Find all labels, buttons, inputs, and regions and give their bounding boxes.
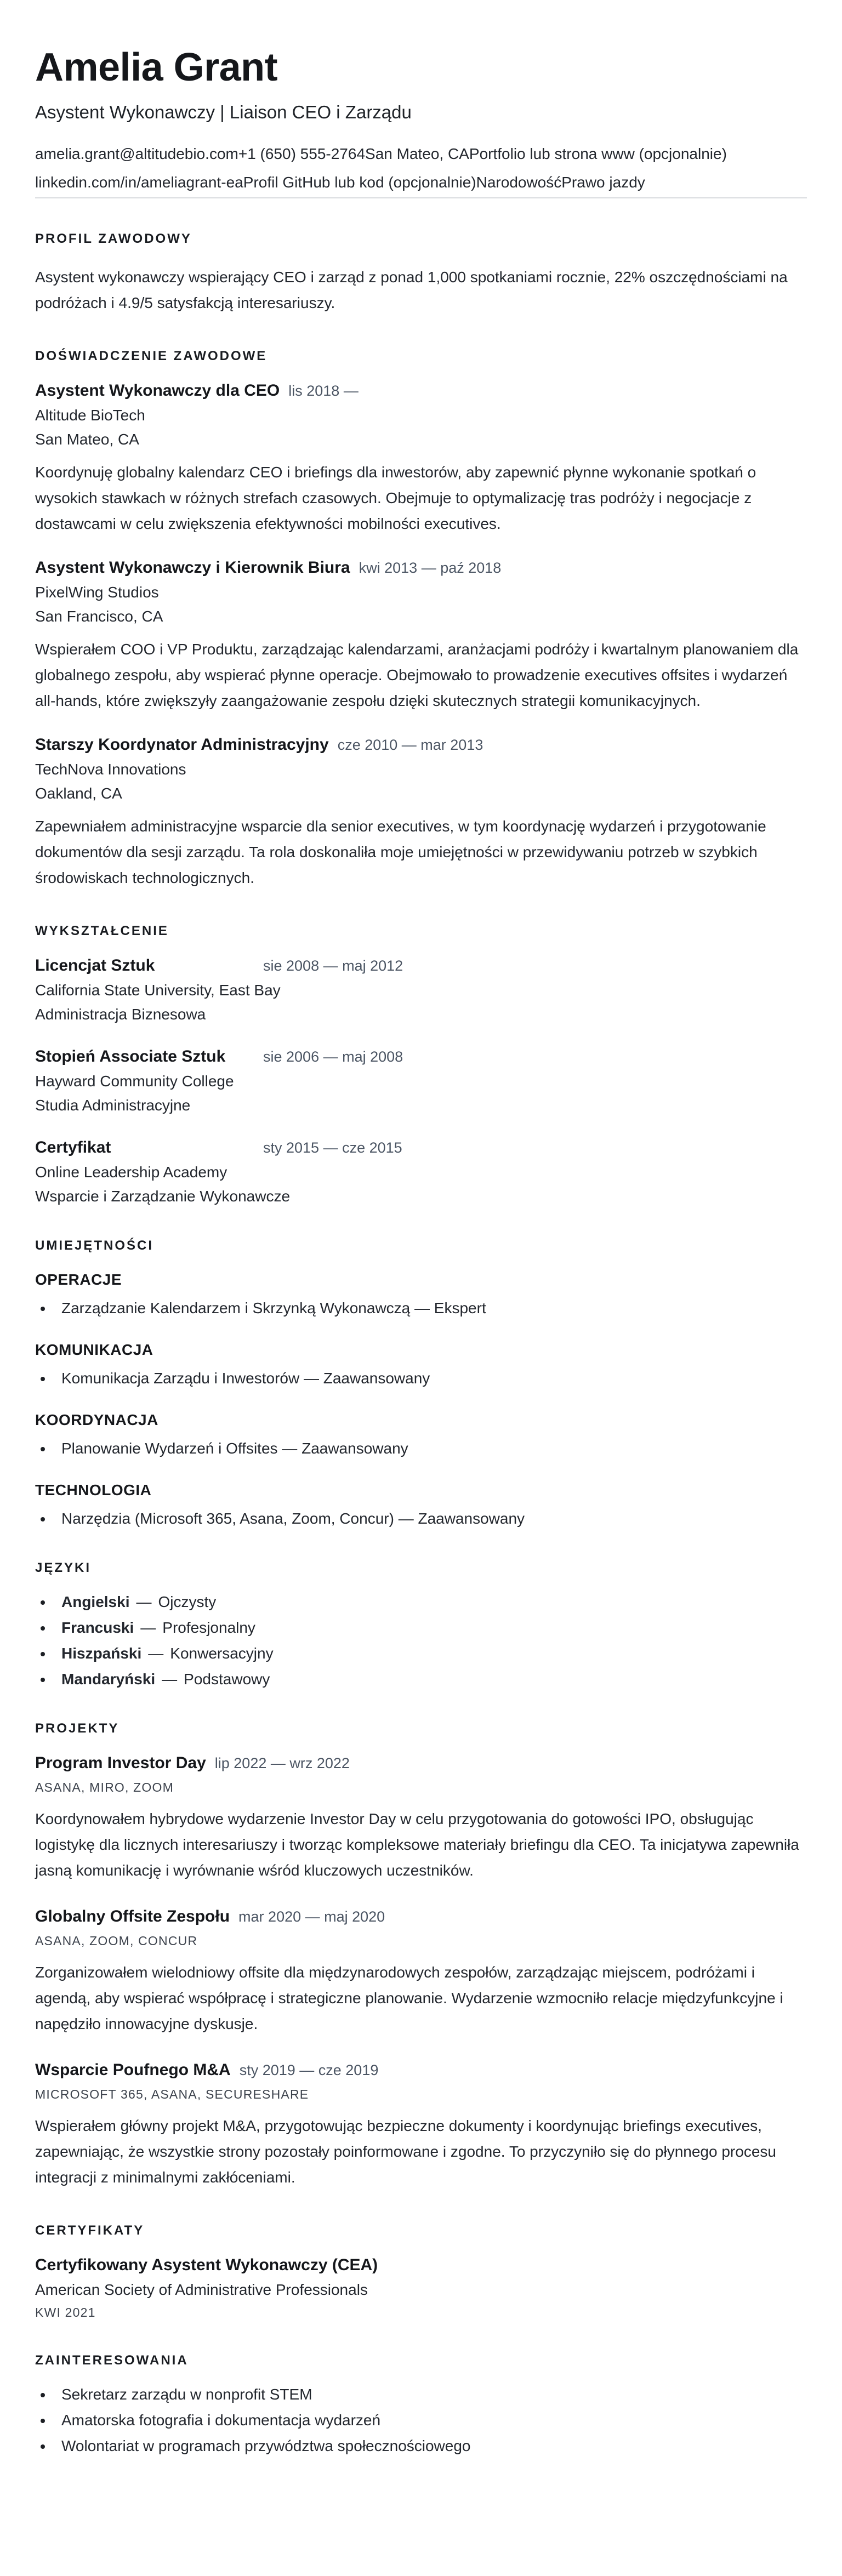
job-dates: cze 2010 — mar 2013	[337, 736, 483, 753]
job-description: Zapewniałem administracyjne wsparcie dla senior executives, w tym koordynację wydarzeń i przygotowanie dokumentów dla sesji zarządu. Ta rola doskonaliła moje umiejętności w przewidywaniu potrzeb w szybkich środowiskach technologicznych.	[35, 817, 766, 886]
section-heading: UMIEJĘTNOŚCI	[35, 1238, 154, 1253]
skill-item	[35, 1510, 807, 1528]
candidate-name: Amelia Grant	[35, 45, 278, 89]
language-name: Mandaryński	[61, 1670, 156, 1688]
education-entry	[35, 956, 807, 1023]
company-name: PixelWing Studios	[35, 583, 159, 601]
language-item-text	[61, 1671, 270, 1688]
certification-name: Certyfikowany Asystent Wykonawczy (CEA)	[35, 2255, 378, 2274]
project-dates: sty 2019 — cze 2019	[239, 2061, 379, 2078]
project-title: Globalny Offsite Zespołu	[35, 1907, 230, 1925]
project-title: Program Investor Day	[35, 1753, 206, 1772]
section-heading: PROJEKTY	[35, 1720, 120, 1736]
project-entry	[35, 1907, 807, 2037]
section-heading: PROFIL ZAWODOWY	[35, 231, 192, 246]
skill-category: KOORDYNACJA	[35, 1411, 158, 1428]
interest-item-label: Sekretarz zarządu w nonprofit STEM	[61, 2385, 312, 2403]
certification-issuer: American Society of Administrative Professionals	[35, 2281, 368, 2298]
section-interests	[35, 2353, 807, 2455]
project-title-row	[35, 1754, 807, 1773]
company-name: Altitude BioTech	[35, 406, 145, 424]
section-certifications	[35, 2223, 807, 2320]
job-dates: kwi 2013 — paź 2018	[359, 559, 502, 576]
project-title-row	[35, 2061, 807, 2079]
education-entry	[35, 1138, 807, 1205]
skill-item-label: Planowanie Wydarzeń i Offsites — Zaawansowany	[61, 1439, 408, 1457]
section-education	[35, 924, 807, 1205]
language-level: Profesjonalny	[162, 1618, 255, 1636]
section-heading: WYKSZTAŁCENIE	[35, 923, 169, 938]
language-item-text	[61, 1645, 274, 1662]
skill-category: OPERACJE	[35, 1270, 122, 1288]
language-item	[35, 1593, 807, 1611]
interest-item-label: Amatorska fotografia i dokumentacja wydarzeń	[61, 2411, 381, 2429]
job-description: Wspierałem COO i VP Produktu, zarządzając kalendarzami, aranżacjami podróży i kwartalnym planowaniem dla globalnego zespołu, aby wspierać płynne operacje. Obejmowało to prowadzenie executives offsites i wydarzeń all-hands, które zwiększyły zaangażowanie zespołu dzięki skutecznych strategii komunikacyjnych.	[35, 640, 799, 709]
skill-item-label: Komunikacja Zarządu i Inwestorów — Zaawansowany	[61, 1369, 430, 1387]
job-title-row	[35, 736, 807, 754]
bullet-icon	[41, 1307, 45, 1311]
language-level: Konwersacyjny	[170, 1644, 274, 1662]
job-dates: lis 2018 —	[288, 382, 359, 399]
skill-item-label: Narzędzia (Microsoft 365, Asana, Zoom, Concur) — Zaawansowany	[61, 1509, 525, 1527]
language-separator: —	[140, 1618, 156, 1636]
bullet-icon	[41, 1626, 45, 1631]
job-location: San Mateo, CA	[35, 430, 139, 448]
job-title-row	[35, 558, 807, 577]
language-name: Francuski	[61, 1618, 134, 1636]
resume-header	[35, 47, 807, 198]
edu-dates: sty 2015 — cze 2015	[263, 1139, 402, 1156]
skill-item-label: Zarządzanie Kalendarzem i Skrzynką Wykonawczą — Ekspert	[61, 1299, 486, 1317]
degree-title: Licencjat Sztuk	[35, 956, 155, 974]
contact-line-2: linkedin.com/in/ameliagrant-eaProfil GitHub lub kod (opcjonalnie)NarodowośćPrawo jazdy	[35, 174, 645, 191]
degree-title-row	[35, 1047, 807, 1066]
project-dates: mar 2020 — maj 2020	[238, 1908, 385, 1925]
language-level: Ojczysty	[158, 1593, 217, 1610]
language-item	[35, 1619, 807, 1637]
section-heading: CERTYFIKATY	[35, 2222, 145, 2238]
section-heading: ZAINTERESOWANIA	[35, 2352, 189, 2368]
language-item-text	[61, 1619, 255, 1637]
bullet-icon	[41, 2393, 45, 2397]
degree-title-row	[35, 1138, 807, 1157]
skill-list	[35, 1300, 807, 1317]
language-separator: —	[148, 1644, 164, 1662]
skill-category: KOMUNIKACJA	[35, 1341, 153, 1358]
skill-category: TECHNOLOGIA	[35, 1481, 152, 1498]
experience-entry	[35, 736, 807, 891]
degree-title: Stopień Associate Sztuk	[35, 1047, 226, 1065]
language-item-text	[61, 1593, 216, 1611]
project-description: Wspierałem główny projekt M&A, przygotowując bezpieczne dokumenty i koordynując briefings executives, zapewniając, że wszystkie strony pozostały poinformowane i zgodne. To przyczyniło się do płynnego procesu integracji z minimalnymi zakłóceniami.	[35, 2117, 776, 2186]
experience-entry	[35, 381, 807, 537]
job-title: Starszy Koordynator Administracyjny	[35, 735, 329, 754]
interest-list	[35, 2386, 807, 2455]
job-title-row	[35, 381, 807, 400]
skill-item	[35, 1300, 807, 1317]
section-projects	[35, 1721, 807, 2190]
project-entry	[35, 2061, 807, 2190]
language-separator: —	[162, 1670, 178, 1688]
edu-dates: sie 2006 — maj 2008	[263, 1048, 403, 1065]
skill-item	[35, 1370, 807, 1387]
header-divider	[35, 197, 807, 198]
section-heading: DOŚWIADCZENIE ZAWODOWE	[35, 348, 268, 363]
contact-line-1: amelia.grant@altitudebio.com+1 (650) 555-2764San Mateo, CAPortfolio lub strona www (opcjonalnie)	[35, 145, 727, 162]
section-experience	[35, 349, 807, 891]
section-profile	[35, 231, 807, 316]
skill-list	[35, 1370, 807, 1387]
project-description: Zorganizowałem wielodniowy offsite dla międzynarodowych zespołów, zarządzając miejscem, podróżami i agendą, aby wspierać współpracę i strategiczne planowanie. Wydarzenie wzmocniło relacje międzyfunkcyjne i napędziło innowacyjne dyskusje.	[35, 1963, 783, 2032]
language-name: Hiszpański	[61, 1644, 142, 1662]
certification-date: KWI 2021	[35, 2305, 96, 2319]
edu-dates: sie 2008 — maj 2012	[263, 957, 403, 974]
job-description: Koordynuję globalny kalendarz CEO i briefings dla inwestorów, aby zapewnić płynne wykonanie spotkań o wysokich stawkach w różnych strefach czasowych. Obejmuje to optymalizację tras podróży i negocjacje z dostawcami w celu zwiększenia efektywności mobilności executives.	[35, 463, 756, 532]
project-title: Wsparcie Poufnego M&A	[35, 2060, 231, 2079]
section-heading: JĘZYKI	[35, 1560, 92, 1575]
bullet-icon	[41, 1678, 45, 1682]
bullet-icon	[41, 2444, 45, 2449]
bullet-icon	[41, 1652, 45, 1656]
job-location: San Francisco, CA	[35, 607, 163, 625]
project-title-row	[35, 1907, 807, 1926]
language-level: Podstawowy	[184, 1670, 270, 1688]
bullet-icon	[41, 1517, 45, 1521]
language-item	[35, 1671, 807, 1688]
field-of-study: Administracja Biznesowa	[35, 1005, 206, 1023]
profile-summary: Asystent wykonawczy wspierający CEO i zarząd z ponad 1,000 spotkaniami rocznie, 22% oszczędnościami na podróżach i 4.9/5 satysfakcją interesariuszy.	[35, 268, 788, 311]
education-entry	[35, 1047, 807, 1114]
interest-item	[35, 2437, 807, 2455]
degree-title-row	[35, 956, 807, 975]
project-tools: ASANA, MIRO, ZOOM	[35, 1780, 174, 1794]
skill-list	[35, 1510, 807, 1528]
skill-group	[35, 1481, 807, 1528]
language-separator: —	[136, 1593, 152, 1610]
school-name: Hayward Community College	[35, 1072, 234, 1090]
skill-group	[35, 1271, 807, 1317]
bullet-icon	[41, 2419, 45, 2423]
school-name: Online Leadership Academy	[35, 1163, 227, 1181]
candidate-title: Asystent Wykonawczy | Liaison CEO i Zarządu	[35, 101, 412, 122]
job-location: Oakland, CA	[35, 784, 122, 802]
language-list	[35, 1593, 807, 1688]
field-of-study: Wsparcie i Zarządzanie Wykonawcze	[35, 1187, 291, 1205]
job-title: Asystent Wykonawczy i Kierownik Biura	[35, 558, 350, 577]
bullet-icon	[41, 1447, 45, 1451]
interest-item-label: Wolontariat w programach przywództwa społecznościowego	[61, 2437, 471, 2454]
skill-item	[35, 1440, 807, 1457]
language-item	[35, 1645, 807, 1662]
degree-title: Certyfikat	[35, 1138, 111, 1156]
job-title: Asystent Wykonawczy dla CEO	[35, 381, 280, 400]
interest-item	[35, 2412, 807, 2429]
skill-group	[35, 1341, 807, 1387]
section-skills	[35, 1238, 807, 1528]
certification-entry	[35, 2256, 807, 2320]
project-entry	[35, 1754, 807, 1883]
school-name: California State University, East Bay	[35, 981, 281, 999]
section-languages	[35, 1560, 807, 1688]
skill-group	[35, 1411, 807, 1457]
project-tools: ASANA, ZOOM, CONCUR	[35, 1933, 198, 1948]
experience-entry	[35, 558, 807, 714]
interest-item	[35, 2386, 807, 2403]
project-tools: MICROSOFT 365, ASANA, SECURESHARE	[35, 2087, 309, 2101]
skill-list	[35, 1440, 807, 1457]
field-of-study: Studia Administracyjne	[35, 1096, 191, 1114]
language-name: Angielski	[61, 1593, 130, 1610]
company-name: TechNova Innovations	[35, 760, 186, 778]
bullet-icon	[41, 1377, 45, 1381]
project-dates: lip 2022 — wrz 2022	[214, 1754, 350, 1771]
bullet-icon	[41, 1600, 45, 1605]
project-description: Koordynowałem hybrydowe wydarzenie Investor Day w celu przygotowania do gotowości IPO, obsługując logistykę dla licznych interesariuszy i tworząc kompleksowe materiały briefingu dla CEO. Ta inicjatywa zapewniła jasną komunikację i wyrównanie wśród kluczowych uczestników.	[35, 1810, 799, 1879]
